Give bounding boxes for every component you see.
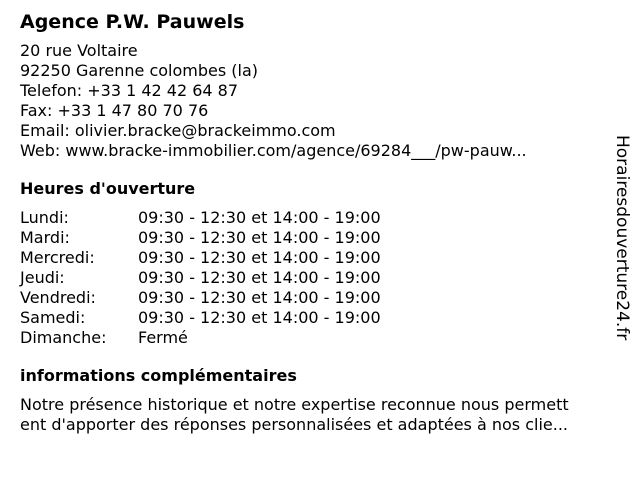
phone-number: Telefon: +33 1 42 42 64 87 [20,81,239,100]
fax-number: Fax: +33 1 47 80 70 76 [20,101,209,120]
contact-block [20,41,615,161]
time-range: 09:30 - 12:30 et 14:00 - 19:00 [138,288,381,307]
agency-card [20,9,615,435]
hours-row-tuesday [20,228,615,248]
time-range: 09:30 - 12:30 et 14:00 - 19:00 [138,268,381,287]
hours-row-thursday [20,268,615,288]
site-watermark: Horairesdouverture24.fr [612,135,632,341]
day-label: Dimanche: [20,328,107,347]
day-label: Vendredi: [20,288,96,307]
day-label: Jeudi: [20,268,65,287]
city-address: 92250 Garenne colombes (la) [20,61,259,80]
day-label: Lundi: [20,208,69,227]
day-label: Mercredi: [20,248,95,267]
hours-table [20,208,615,348]
day-label: Mardi: [20,228,70,247]
hours-row-saturday [20,308,615,328]
time-range: 09:30 - 12:30 et 14:00 - 19:00 [138,308,381,327]
time-range: Fermé [138,328,188,347]
agency-title: Agence P.W. Pauwels [20,11,245,33]
hours-row-wednesday [20,248,615,268]
time-range: 09:30 - 12:30 et 14:00 - 19:00 [138,208,381,227]
email-address: Email: olivier.bracke@brackeimmo.com [20,121,336,140]
info-text [20,395,615,435]
time-range: 09:30 - 12:30 et 14:00 - 19:00 [138,248,381,267]
hours-row-friday [20,288,615,308]
hours-row-sunday [20,328,615,348]
street-address: 20 rue Voltaire [20,41,138,60]
time-range: 09:30 - 12:30 et 14:00 - 19:00 [138,228,381,247]
day-label: Samedi: [20,308,86,327]
hours-heading: Heures d'ouverture [20,179,196,198]
hours-row-monday [20,208,615,228]
website-url: Web: www.bracke-immobilier.com/agence/69284___/pw-pauw... [20,141,527,160]
info-line: ent d'apporter des réponses personnalisées et adaptées à nos clie... [20,415,569,434]
info-heading: informations complémentaires [20,366,297,385]
info-line: Notre présence historique et notre expertise reconnue nous permett [20,395,569,414]
